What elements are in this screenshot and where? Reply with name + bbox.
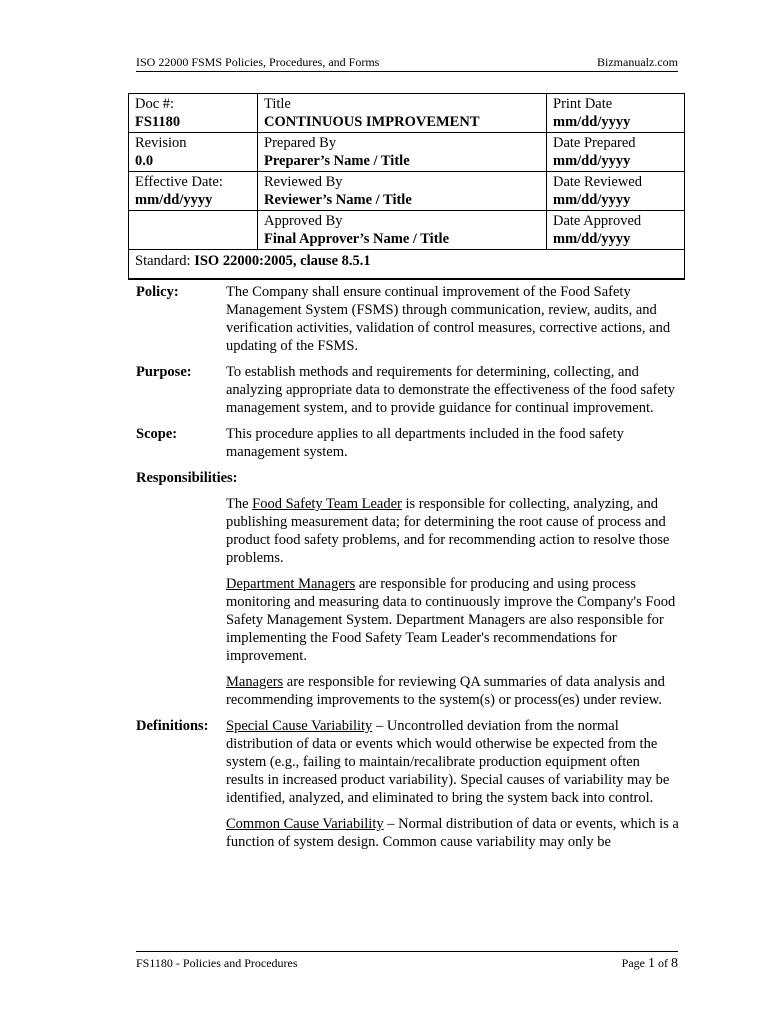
effective-date-cell: Effective Date: mm/dd/yyyy	[129, 172, 258, 211]
doc-number-cell: Doc #: FS1180	[129, 94, 258, 133]
term-managers: Managers	[226, 674, 284, 690]
standard-cell: Standard: ISO 22000:2005, clause 8.5.1	[129, 250, 685, 280]
header-left: ISO 22000 FSMS Policies, Procedures, and Forms	[136, 55, 380, 69]
header-right: Bizmanualz.com	[597, 55, 678, 69]
responsibilities-heading-row	[136, 469, 681, 487]
definitions-section	[136, 717, 681, 807]
prepared-by-cell: Prepared By Preparer’s Name / Title	[258, 133, 547, 172]
revision-cell: Revision 0.0	[129, 133, 258, 172]
page-number: Page 1 of 8	[621, 956, 678, 971]
date-reviewed-cell: Date Reviewed mm/dd/yyyy	[547, 172, 685, 211]
footer-left: FS1180 - Policies and Procedures	[136, 956, 298, 970]
date-approved-cell: Date Approved mm/dd/yyyy	[547, 211, 685, 250]
approved-by-cell: Approved By Final Approver’s Name / Title	[258, 211, 547, 250]
empty-cell	[129, 211, 258, 250]
purpose-section	[136, 363, 681, 417]
scope-section	[136, 425, 681, 461]
policy-label: Policy:	[136, 284, 179, 300]
term-department-managers: Department Managers	[226, 576, 356, 592]
responsibility-paragraph: Department Managers are responsible for producing and using process monitoring and measuring data to continuously improve the Company's Food Safety Management System. Department Managers are also responsible for implementing the Food Safety Team Leader's recommendations for improvement.	[226, 576, 676, 664]
print-date-cell: Print Date mm/dd/yyyy	[547, 94, 685, 133]
scope-label: Scope:	[136, 426, 178, 442]
purpose-label: Purpose:	[136, 364, 192, 380]
policy-text: The Company shall ensure continual improvement of the Food Safety Management System (FSMS) through communication, review, audits, and verification activities, validation of control measures, corrective actions, and updating of the FSMS.	[226, 284, 671, 354]
responsibility-paragraph: The Food Safety Team Leader is responsible for collecting, analyzing, and publishing measurement data; for determining the root cause of process and product food safety problems, and for recommending action to resolve those problems.	[226, 496, 670, 566]
policy-section	[136, 283, 681, 355]
responsibility-paragraph: Managers are responsible for reviewing QA summaries of data analysis and recommending improvements to the system(s) or process(es) under review.	[226, 674, 665, 708]
title-cell: Title CONTINUOUS IMPROVEMENT	[258, 94, 547, 133]
definition-common-cause: Common Cause Variability – Normal distribution of data or events, which is a function of system design. Common cause variability may only be	[226, 816, 679, 850]
scope-text: This procedure applies to all departments included in the food safety management system.	[226, 426, 624, 460]
document-control-table	[128, 93, 685, 280]
term-food-safety-team-leader: Food Safety Team Leader	[252, 496, 402, 512]
reviewed-by-cell: Reviewed By Reviewer’s Name / Title	[258, 172, 547, 211]
definitions-label: Definitions:	[136, 718, 209, 734]
document-body	[136, 283, 681, 859]
definition-special-cause: Special Cause Variability – Uncontrolled deviation from the normal distribution of data or events which would otherwise be expected from the system (e.g., failing to maintain/recalibrate production equipment often results in increased product variability). Special causes of variability may be identified, analyzed, and eliminated to bring the system back into control.	[226, 718, 670, 806]
page-footer	[136, 951, 678, 972]
page-header	[136, 55, 678, 72]
date-prepared-cell: Date Prepared mm/dd/yyyy	[547, 133, 685, 172]
purpose-text: To establish methods and requirements for determining, collecting, and analyzing appropriate data to demonstrate the effectiveness of the food safety management system, and to provide guidance for continual improvement.	[226, 364, 676, 416]
responsibilities-label: Responsibilities:	[136, 470, 238, 486]
